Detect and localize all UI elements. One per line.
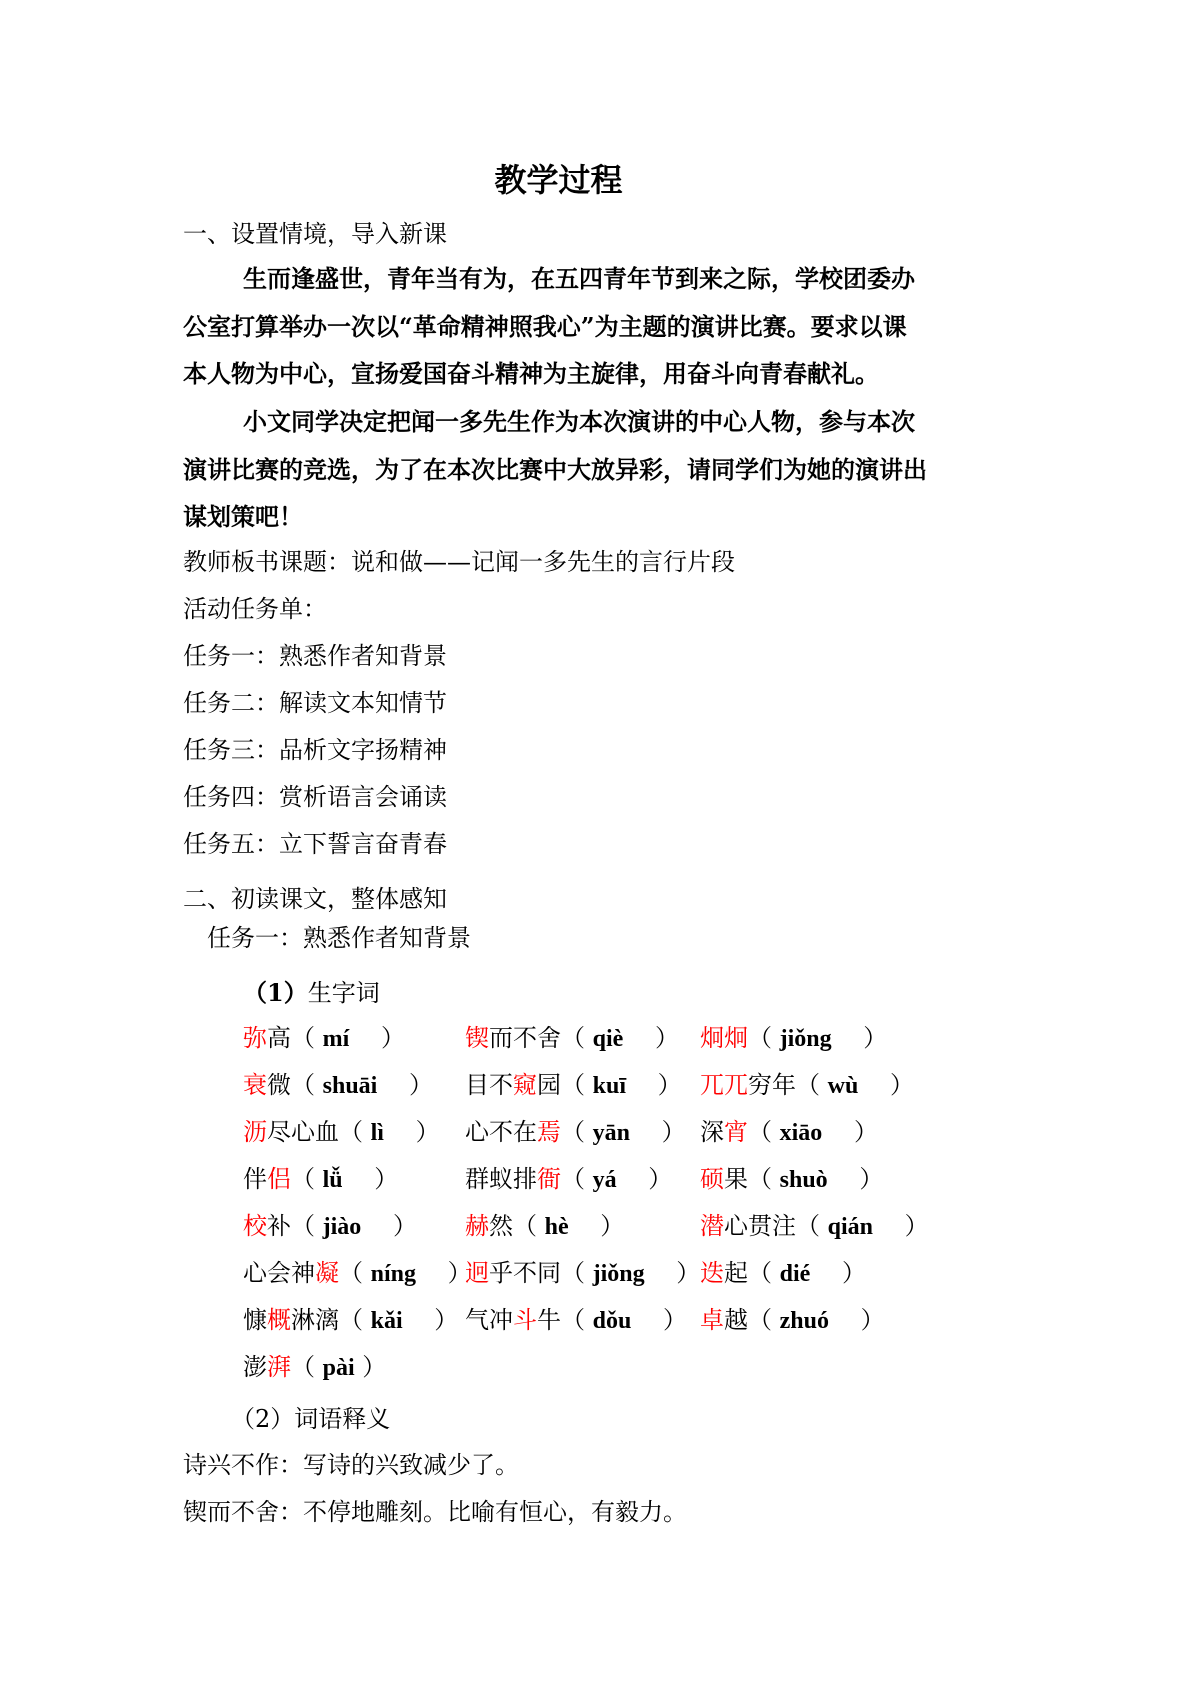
vocab-highlight-char: 凝: [315, 1259, 339, 1287]
vocab-word: [243, 1069, 433, 1102]
vocab-highlight-char: 宵: [724, 1118, 748, 1146]
open-paren: （: [748, 1165, 780, 1193]
vocab-word-text: 群蚁排: [465, 1165, 537, 1193]
vocab-word: [243, 1022, 405, 1055]
vocab-highlight-char: 锲: [465, 1024, 489, 1052]
close-paren: ）: [401, 1071, 433, 1099]
close-paren: ）: [640, 1165, 673, 1193]
vocab-word-text: 穷年: [748, 1071, 796, 1099]
pinyin: qián: [827, 1214, 874, 1240]
vocab-word-text: 园: [537, 1071, 561, 1099]
definition-item: 锲而不舍：不停地雕刻。比喻有恒心，有毅力。: [183, 1498, 687, 1526]
open-paren: （: [291, 1071, 323, 1099]
pinyin: xiāo: [779, 1120, 823, 1146]
close-paren: ）: [882, 1071, 914, 1099]
vocab-word-text: 目不: [465, 1071, 513, 1099]
pinyin: dǒu: [592, 1308, 632, 1334]
vocab-highlight-char: 衙: [537, 1165, 561, 1193]
vocab-highlight-char: 卓: [700, 1306, 724, 1334]
open-paren: （: [291, 1212, 323, 1240]
vocab-highlight-char: 弥: [243, 1024, 267, 1052]
vocab-word-text: 淋漓: [291, 1306, 339, 1334]
vocab-highlight-char: 概: [267, 1306, 291, 1334]
intro-paragraph-line: 小文同学决定把闻一多先生作为本次演讲的中心人物，参与本次: [243, 407, 915, 436]
vocab-word-text: 心会神: [243, 1259, 315, 1287]
vocab-highlight-char: 迥: [465, 1259, 489, 1287]
pinyin: wù: [827, 1073, 859, 1099]
pinyin: kǎi: [370, 1308, 403, 1334]
close-paren: ）: [366, 1165, 399, 1193]
vocab-highlight-char: 炯炯: [700, 1024, 748, 1052]
intro-paragraph-line: 公室打算举办一次以“革命精神照我心”为主题的演讲比赛。要求以课: [183, 312, 907, 341]
open-paren: （: [561, 1118, 593, 1146]
vocab-word-text: 气冲: [465, 1306, 513, 1334]
vocab-highlight-char: 斗: [513, 1306, 537, 1334]
vocab-word: [700, 1069, 914, 1102]
open-paren: （: [796, 1071, 828, 1099]
vocab-word: [700, 1116, 878, 1149]
vocab-highlight-char: 兀兀: [700, 1071, 748, 1099]
task-item: 任务二：解读文本知情节: [183, 689, 447, 717]
open-paren: （: [748, 1306, 780, 1334]
vocab-word: [243, 1351, 386, 1384]
open-paren: （: [561, 1259, 593, 1287]
open-paren: （: [561, 1306, 593, 1334]
vocab-highlight-char: 窥: [513, 1071, 537, 1099]
pinyin: zhuó: [779, 1308, 829, 1334]
open-paren: （: [339, 1118, 371, 1146]
vocab-word: [243, 1257, 472, 1290]
close-paren: ）: [897, 1212, 929, 1240]
close-paren: ）: [385, 1212, 417, 1240]
vocab-word: [465, 1069, 682, 1102]
vocab-word-text: 然: [489, 1212, 513, 1240]
vocab-heading: [243, 977, 380, 1009]
vocab-word-text: 果: [724, 1165, 748, 1193]
pinyin: lì: [370, 1120, 384, 1146]
intro-paragraph-line: 本人物为中心，宣扬爱国奋斗精神为主旋律，用奋斗向青春献礼。: [183, 359, 879, 388]
vocab-word: [465, 1116, 686, 1149]
pinyin: dié: [779, 1261, 811, 1287]
section2-heading: 二、初读课文，整体感知: [183, 885, 447, 913]
pinyin: jiǒng: [592, 1261, 645, 1287]
open-paren: （: [748, 1024, 780, 1052]
close-paren: ）: [855, 1024, 888, 1052]
open-paren: （: [561, 1071, 593, 1099]
vocab-word-text: 心不在: [465, 1118, 537, 1146]
vocab-word-text: 澎: [243, 1353, 267, 1381]
open-paren: （: [291, 1024, 323, 1052]
open-paren: （: [291, 1165, 323, 1193]
open-paren: （: [748, 1259, 780, 1287]
section1-heading: 一、设置情境，导入新课: [183, 220, 447, 248]
vocab-word-text: 慷: [243, 1306, 267, 1334]
task-item: 任务五：立下誓言奋青春: [183, 830, 447, 858]
vocab-word: [243, 1116, 440, 1149]
open-paren: （: [339, 1259, 371, 1287]
vocab-word-text: 心贯注: [724, 1212, 796, 1240]
vocab-word-text: 而不舍: [489, 1024, 561, 1052]
pinyin: hè: [544, 1214, 569, 1240]
vocab-heading-text: 生字词: [307, 979, 380, 1007]
pinyin: shuò: [779, 1167, 828, 1193]
intro-paragraph-line: 谋划策吧！: [183, 502, 303, 531]
vocab-word-text: 越: [724, 1306, 748, 1334]
vocab-highlight-char: 侣: [267, 1165, 291, 1193]
definitions-heading: （2）词语释义: [231, 1405, 391, 1433]
vocab-word-text: 微: [267, 1071, 291, 1099]
open-paren: （: [561, 1024, 593, 1052]
vocab-word-text: 起: [724, 1259, 748, 1287]
close-paren: ）: [668, 1259, 701, 1287]
close-paren: ）: [647, 1024, 679, 1052]
close-paren: ）: [373, 1024, 405, 1052]
task-item: 任务三：品析文字扬精神: [183, 736, 447, 764]
pinyin: pài: [322, 1355, 355, 1381]
vocab-highlight-char: 迭: [700, 1259, 724, 1287]
vocab-word: [243, 1304, 458, 1337]
pinyin: qiè: [592, 1026, 624, 1052]
open-paren: （: [513, 1212, 545, 1240]
vocab-word-text: 乎不同: [489, 1259, 561, 1287]
vocab-highlight-char: 硕: [700, 1165, 724, 1193]
task-list-label: 活动任务单：: [183, 595, 327, 623]
pinyin: lǚ: [322, 1167, 343, 1193]
vocab-word: [700, 1257, 866, 1290]
close-paren: ）: [440, 1259, 472, 1287]
vocab-word: [243, 1163, 398, 1196]
open-paren: （: [291, 1353, 323, 1381]
pinyin: jiǒng: [779, 1026, 832, 1052]
vocab-word: [700, 1210, 929, 1243]
vocab-word: [465, 1210, 624, 1243]
vocab-word: [465, 1304, 687, 1337]
vocab-highlight-char: 赫: [465, 1212, 489, 1240]
vocab-highlight-char: 湃: [267, 1353, 291, 1381]
vocab-highlight-char: 焉: [537, 1118, 561, 1146]
task-item: 任务一：熟悉作者知背景: [183, 642, 447, 670]
pinyin: níng: [370, 1261, 417, 1287]
intro-paragraph-line: 生而逢盛世，青年当有为，在五四青年节到来之际，学校团委办: [243, 264, 915, 293]
vocab-word: [465, 1022, 679, 1055]
vocab-word-text: 尽心血: [267, 1118, 339, 1146]
page-title: 教学过程: [494, 161, 623, 199]
vocab-highlight-char: 潜: [700, 1212, 724, 1240]
close-paren: ）: [834, 1259, 866, 1287]
vocab-highlight-char: 衰: [243, 1071, 267, 1099]
pinyin: shuāi: [322, 1073, 378, 1099]
pinyin: yān: [592, 1120, 630, 1146]
pinyin: jiào: [322, 1214, 362, 1240]
open-paren: （: [561, 1165, 593, 1193]
vocab-word-text: 高: [267, 1024, 291, 1052]
close-paren: ）: [592, 1212, 625, 1240]
vocab-highlight-char: 校: [243, 1212, 267, 1240]
vocab-word: [700, 1163, 883, 1196]
vocab-word: [243, 1210, 417, 1243]
close-paren: ）: [655, 1306, 687, 1334]
vocab-word: [700, 1022, 887, 1055]
vocab-word-text: 补: [267, 1212, 291, 1240]
vocab-word-text: 牛: [537, 1306, 561, 1334]
close-paren: ）: [354, 1353, 387, 1381]
close-paren: ）: [846, 1118, 878, 1146]
board-title: 教师板书课题：说和做——记闻一多先生的言行片段: [183, 548, 735, 576]
close-paren: ）: [650, 1071, 682, 1099]
vocab-highlight-char: 沥: [243, 1118, 267, 1146]
close-paren: ）: [853, 1306, 885, 1334]
close-paren: ）: [654, 1118, 686, 1146]
open-paren: （: [748, 1118, 780, 1146]
task-item: 任务四：赏析语言会诵读: [183, 783, 447, 811]
pinyin: yá: [592, 1167, 617, 1193]
close-paren: ）: [426, 1306, 459, 1334]
vocab-word-text: 伴: [243, 1165, 267, 1193]
pinyin: kuī: [592, 1073, 627, 1099]
open-paren: （: [796, 1212, 828, 1240]
open-paren: （: [339, 1306, 371, 1334]
vocab-word: [465, 1257, 700, 1290]
vocab-word-text: 深: [700, 1118, 724, 1146]
vocab-word: [700, 1304, 885, 1337]
section2-task-label: 任务一：熟悉作者知背景: [207, 924, 471, 952]
close-paren: ）: [851, 1165, 884, 1193]
vocab-word: [465, 1163, 672, 1196]
definition-item: 诗兴不作：写诗的兴致减少了。: [183, 1451, 519, 1479]
close-paren: ）: [407, 1118, 440, 1146]
intro-paragraph-line: 演讲比赛的竞选，为了在本次比赛中大放异彩，请同学们为她的演讲出: [183, 455, 927, 484]
vocab-heading-number: （1）: [243, 978, 308, 1007]
pinyin: mí: [322, 1026, 350, 1052]
